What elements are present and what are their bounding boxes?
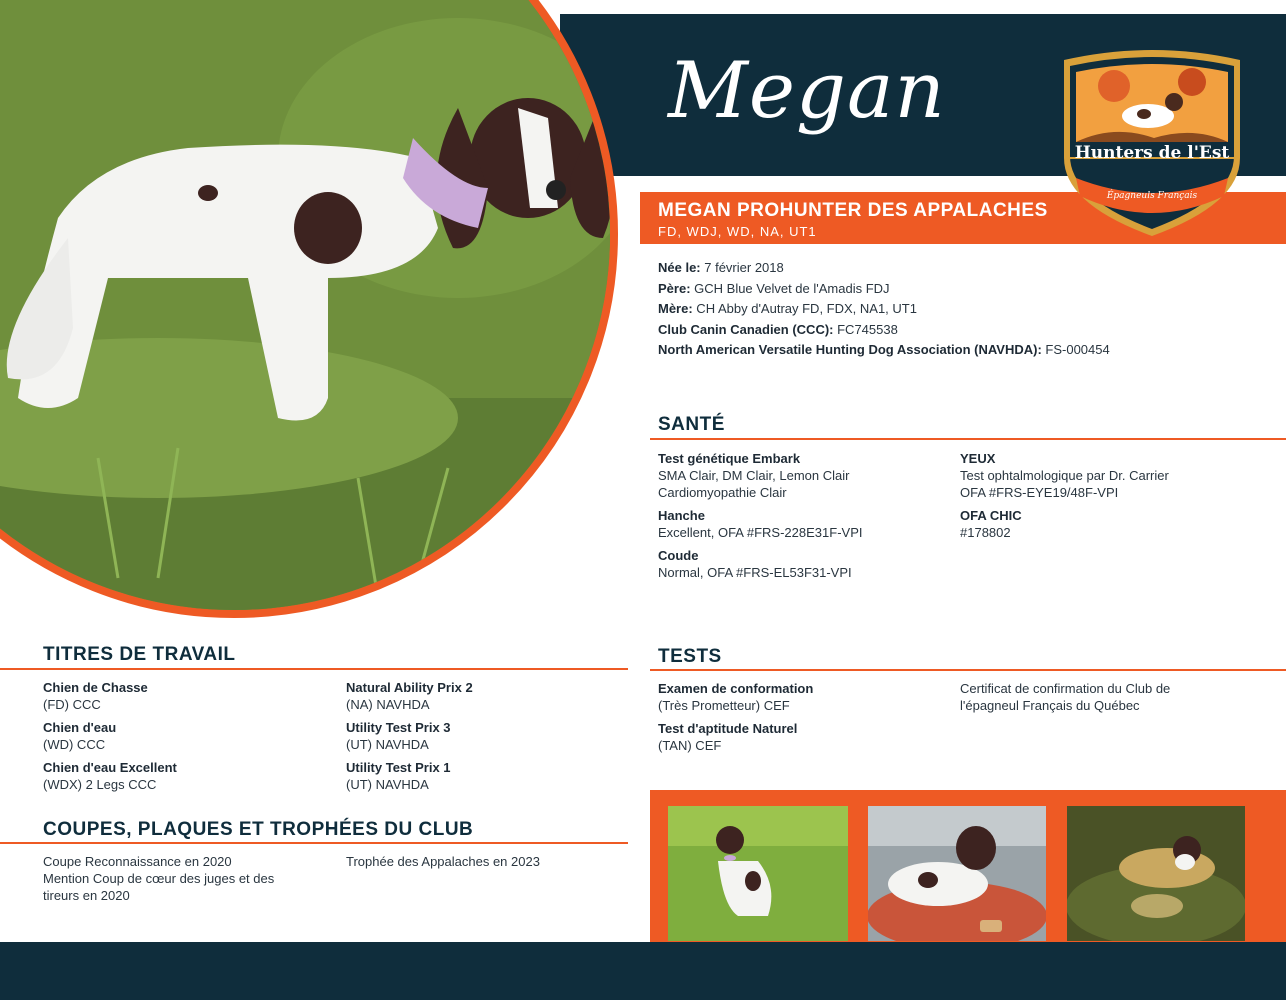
tests-left-column: Examen de conformation (Très Prometteur) CEF Test d'aptitude Naturel (TAN) CEF <box>658 681 814 753</box>
gallery-photo-3 <box>1067 806 1245 941</box>
registered-name: MEGAN PROHUNTER DES APPALACHES <box>658 200 1048 221</box>
kennel-logo <box>1054 46 1250 238</box>
coupes-rule <box>0 842 628 844</box>
logo-breed-text: Épagneuls Français <box>1106 191 1198 201</box>
title-suffix: FD, WDJ, WD, NA, UT1 <box>658 224 817 239</box>
info-dam: Mère: CH Abby d'Autray FD, FDX, NA1, UT1 <box>658 301 917 316</box>
dog-info <box>658 258 1110 361</box>
sante-right-column: YEUX Test ophtalmologique par Dr. Carrier OFA #FRS-EYE19/48F-VPI OFA CHIC #178802 <box>960 451 1169 540</box>
logo-kennel-text: Hunters de l'Est <box>1074 143 1230 163</box>
tests-heading: TESTS <box>658 646 722 667</box>
info-sire: Père: GCH Blue Velvet de l'Amadis FDJ <box>658 280 890 296</box>
info-birth: Née le: 7 février 2018 <box>658 260 784 275</box>
dog-name-title: Megan <box>668 46 946 136</box>
coupes-heading: COUPES, PLAQUES ET TROPHÉES DU CLUB <box>43 819 474 840</box>
tests-right-column: Certificat de confirmation du Club de l'épagneul Français du Québec <box>960 681 1171 713</box>
titres-right-column: Natural Ability Prix 2 (NA) NAVHDA Utility Test Prix 3 (UT) NAVHDA Utility Test Prix 1 (UT) NAVHDA <box>346 680 473 792</box>
tests-rule <box>650 669 1286 671</box>
info-ccc: Club Canin Canadien (CCC): FC745538 <box>658 321 898 337</box>
gallery-photo-1 <box>668 806 848 941</box>
titres-left-column: Chien de Chasse (FD) CCC Chien d'eau (WD) CCC Chien d'eau Excellent (WDX) 2 Legs CCC <box>43 680 177 792</box>
sante-left-column: Test génétique Embark SMA Clair, DM Clair, Lemon Clair Cardiomyopathie Clair Hanche Excellent, OFA #FRS-228E31F-VPI Coude Normal, OFA #FRS-EL53F31-VPI <box>658 451 863 580</box>
coupes-right-column: Trophée des Appalaches en 2023 <box>346 854 540 869</box>
footer-band <box>0 942 1286 1000</box>
sante-rule <box>650 438 1286 440</box>
dog-photo-illustration <box>0 0 610 610</box>
dog-photo <box>0 0 618 618</box>
gallery-photo-2 <box>868 806 1046 941</box>
titres-rule <box>0 668 628 670</box>
sante-heading: SANTÉ <box>658 414 725 435</box>
titres-heading: TITRES DE TRAVAIL <box>43 644 236 665</box>
coupes-left-column: Coupe Reconnaissance en 2020 Mention Coup de cœur des juges et des tireurs en 2020 <box>43 854 275 903</box>
info-navhda: North American Versatile Hunting Dog Association (NAVHDA): FS-000454 <box>658 342 1110 357</box>
